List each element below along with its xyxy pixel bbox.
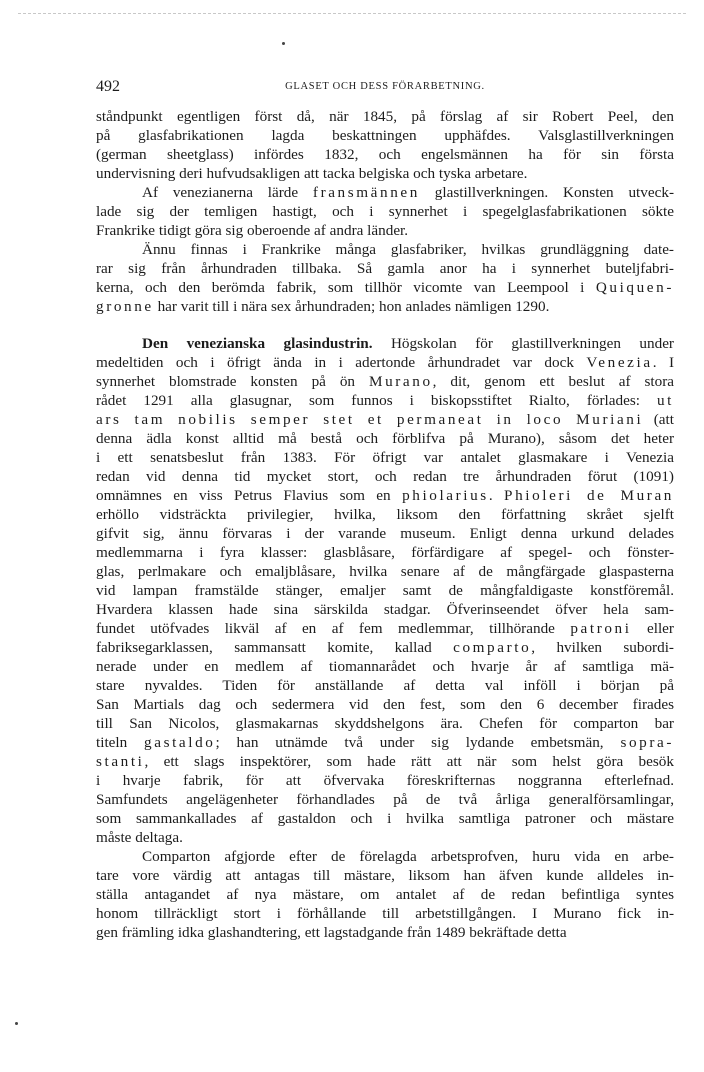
- scan-speck: [15, 1022, 18, 1025]
- text-line: [96, 866, 674, 885]
- text-run: denna ädla konst alltid må bestå och förblifva på Murano), såsom det heter: [96, 430, 674, 447]
- text-run: (german sheetglass) infördes 1832, och engelsmännen ha för sin första: [96, 146, 674, 163]
- text-run: . I: [652, 354, 674, 371]
- text-line: [96, 752, 674, 771]
- spaced-term: ars tam nobilis semper stet et permaneat in loco Muriani: [96, 411, 644, 428]
- spaced-term: stanti: [96, 753, 145, 770]
- text-line: [96, 904, 674, 923]
- text-line: [96, 240, 674, 259]
- body-text: [96, 107, 674, 942]
- spaced-term: Phioleri de Muran: [504, 487, 674, 504]
- text-line: [96, 923, 674, 942]
- running-title: GLASET OCH DESS FÖRARBETNING.: [285, 81, 485, 92]
- text-run: titeln: [96, 734, 145, 751]
- text-line: [96, 619, 674, 638]
- text-line: [96, 695, 674, 714]
- text-run: i hvarje fabrik, för att öfvervaka föreskrifternas noggranna efterlefnad.: [96, 772, 674, 789]
- text-run: Comparton afgjorde efter de förelagda arbetsprofven, huru vida en arbe-: [142, 848, 674, 865]
- text-run: ; han utnämde två under sig lydande embetsmän,: [215, 734, 621, 751]
- spaced-term: fransmännen: [312, 184, 420, 201]
- text-run: fundet utöfvades likväl af en af fem medlemmar, tillhörande: [96, 620, 571, 637]
- spaced-term: comparto: [453, 639, 532, 656]
- text-run: (att: [643, 411, 674, 428]
- text-run: synnerhet blomstrade konsten på ön: [96, 373, 369, 390]
- text-run: Frankrike tidigt göra sig oberoende af andra länder.: [96, 222, 409, 239]
- text-line: [96, 126, 674, 145]
- text-line: [96, 847, 674, 866]
- text-run: San Martials dag och sedermera vid den fest, som den 6 december firades: [96, 696, 674, 713]
- text-line: [96, 353, 674, 372]
- page-number: 492: [96, 78, 120, 95]
- text-line: [96, 771, 674, 790]
- text-line: [96, 714, 674, 733]
- page-header: [96, 78, 674, 98]
- text-line: [96, 638, 674, 657]
- text-run: kerna, och den berömda fabrik, som tillhör vicomte van Leempool i: [96, 279, 596, 296]
- text-line: [96, 790, 674, 809]
- scan-speck: [282, 42, 285, 45]
- text-run: vid lampan framstälde stänger, emaljer samt de mångfaldigaste konstföremål.: [96, 582, 674, 599]
- text-run: , ett slags inspektörer, som hade rätt att när som helst göra besök: [144, 753, 674, 770]
- text-line: [96, 448, 674, 467]
- text-run: medeltiden och i öfrigt ända in i adertonde århundradet var dock: [96, 354, 587, 371]
- text-run: tare vore värdig att antagas till mästare, liksom han äfven kunde alldeles in-: [96, 867, 674, 884]
- section-heading: Den venezianska glasindustrin.: [142, 335, 373, 352]
- text-line: [96, 259, 674, 278]
- text-run: , dit, genom ett beslut af stora: [432, 373, 674, 390]
- text-run: stare nyvaldes. Tiden för anställande af detta val inföll i början på: [96, 677, 674, 694]
- text-line: [96, 676, 674, 695]
- text-run: undervisning deri hufvudsakligen att tacka belgiska och tyska arbetare.: [96, 165, 528, 182]
- paragraph-gap: [96, 316, 674, 334]
- text-line: [96, 581, 674, 600]
- text-line: [96, 391, 674, 410]
- spaced-term: sopra-: [620, 734, 674, 751]
- text-run: som sammankallades af gastaldon och i hvilka samtliga patroner och mästare: [96, 810, 674, 827]
- text-line: [96, 221, 674, 240]
- text-line: [96, 164, 674, 183]
- text-run: Högskolan för glastillverkningen under: [372, 335, 674, 352]
- text-run: nerade under en medlem af tiomannarådet och hvarje år af samtliga mä-: [96, 658, 674, 675]
- text-line: [96, 372, 674, 391]
- spaced-term: Murano: [368, 373, 433, 390]
- spaced-term: gronne: [96, 298, 154, 315]
- text-run: fabriksegarklassen, sammansatt komite, kallad: [96, 639, 454, 656]
- text-run: Ännu finnas i Frankrike många glasfabriker, hvilkas grundläggning date-: [142, 241, 674, 258]
- text-line: [96, 524, 674, 543]
- text-line: [96, 657, 674, 676]
- text-line: [96, 543, 674, 562]
- text-run: ståndpunkt egentligen först då, när 1845, på förslag af sir Robert Peel, den: [96, 108, 674, 125]
- text-line: [96, 505, 674, 524]
- text-run: gifvit sig, ännu förvaras i der varande museum. Enligt denna urkund delades: [96, 525, 674, 542]
- text-run: lade sig der temligen hastigt, och i synnerhet i spegelglasfabrikationen sökte: [96, 203, 674, 220]
- text-run: glas, perlmakare och emaljblåsare, hvilka senare af de mångfärgade glaspasterna: [96, 563, 674, 580]
- spaced-term: Quiquen-: [595, 279, 674, 296]
- text-line: [96, 467, 674, 486]
- text-line: [96, 297, 674, 316]
- spaced-term: gastaldo: [144, 734, 216, 751]
- text-line: [96, 278, 674, 297]
- text-run: Hvardera klassen hade sina särskilda stadgar. Öfverinseendet öfver hela sam-: [96, 601, 674, 618]
- text-run: på glasfabrikationen lagda beskattningen upphäfdes. Valsglastillverkningen: [96, 127, 674, 144]
- spaced-term: patroni: [570, 620, 632, 637]
- text-line: [96, 202, 674, 221]
- spaced-term: ut: [656, 392, 674, 409]
- text-run: medlemmarna i fyra klasser: glasblåsare, förfärdigare af spegel- och fönster-: [96, 544, 674, 561]
- text-line: [96, 885, 674, 904]
- text-run: eller: [631, 620, 674, 637]
- text-run: rådet 1291 alla glasugnar, som funnos i biskopsstiftet Rialto, förlades:: [96, 392, 657, 409]
- text-line: [96, 809, 674, 828]
- text-run: redan vid denna tid mycket stort, och redan tre århundraden förut (1091): [96, 468, 674, 485]
- text-run: Samfundets angelägenheter förhandlades på de två årliga generalförsamlingar,: [96, 791, 674, 808]
- text-line: [96, 828, 674, 847]
- text-line: [96, 562, 674, 581]
- text-run: Af venezianerna lärde: [142, 184, 313, 201]
- text-run: ställa antagandet af nya mästare, om antalet af de redan befintliga syntes: [96, 886, 674, 903]
- text-line: [96, 733, 674, 752]
- text-run: rar sig från århundraden tillbaka. Så gamla anor ha i synnerhet buteljfabri-: [96, 260, 674, 277]
- text-run: .: [488, 487, 505, 504]
- text-line: [96, 334, 674, 353]
- text-run: gen främling idka glashandtering, ett lagstadgande från 1489 bekräftade detta: [96, 924, 567, 941]
- text-line: [96, 600, 674, 619]
- text-run: har varit till i nära sex århundraden; hon anlades nämligen 1290.: [153, 298, 550, 315]
- text-run: glastillverkningen. Konsten utveck-: [419, 184, 674, 201]
- text-run: erhöllo vidsträckta privilegier, hvilka, liksom den författning skrået sjelft: [96, 506, 674, 523]
- text-line: [96, 183, 674, 202]
- text-run: omnämnes en viss Petrus Flavius som en: [96, 487, 403, 504]
- text-run: , hvilken subordi-: [531, 639, 674, 656]
- text-line: [96, 107, 674, 126]
- text-run: måste deltaga.: [96, 829, 183, 846]
- text-line: [96, 145, 674, 164]
- text-run: honom tillräckligt stort i förhållande till arbetstillgången. I Murano fick in-: [96, 905, 674, 922]
- text-line: [96, 410, 674, 429]
- scan-artifact-line: [18, 13, 686, 14]
- text-run: till San Nicolos, glasmakarnas skyddshelgons ära. Chefen för comparton bar: [96, 715, 674, 732]
- text-run: i ett senatsbeslut från 1383. För öfrigt var antalet glasmakare i Venezia: [96, 449, 674, 466]
- spaced-term: phiolarius: [402, 487, 489, 504]
- spaced-term: Venezia: [586, 354, 653, 371]
- text-line: [96, 429, 674, 448]
- text-line: [96, 486, 674, 505]
